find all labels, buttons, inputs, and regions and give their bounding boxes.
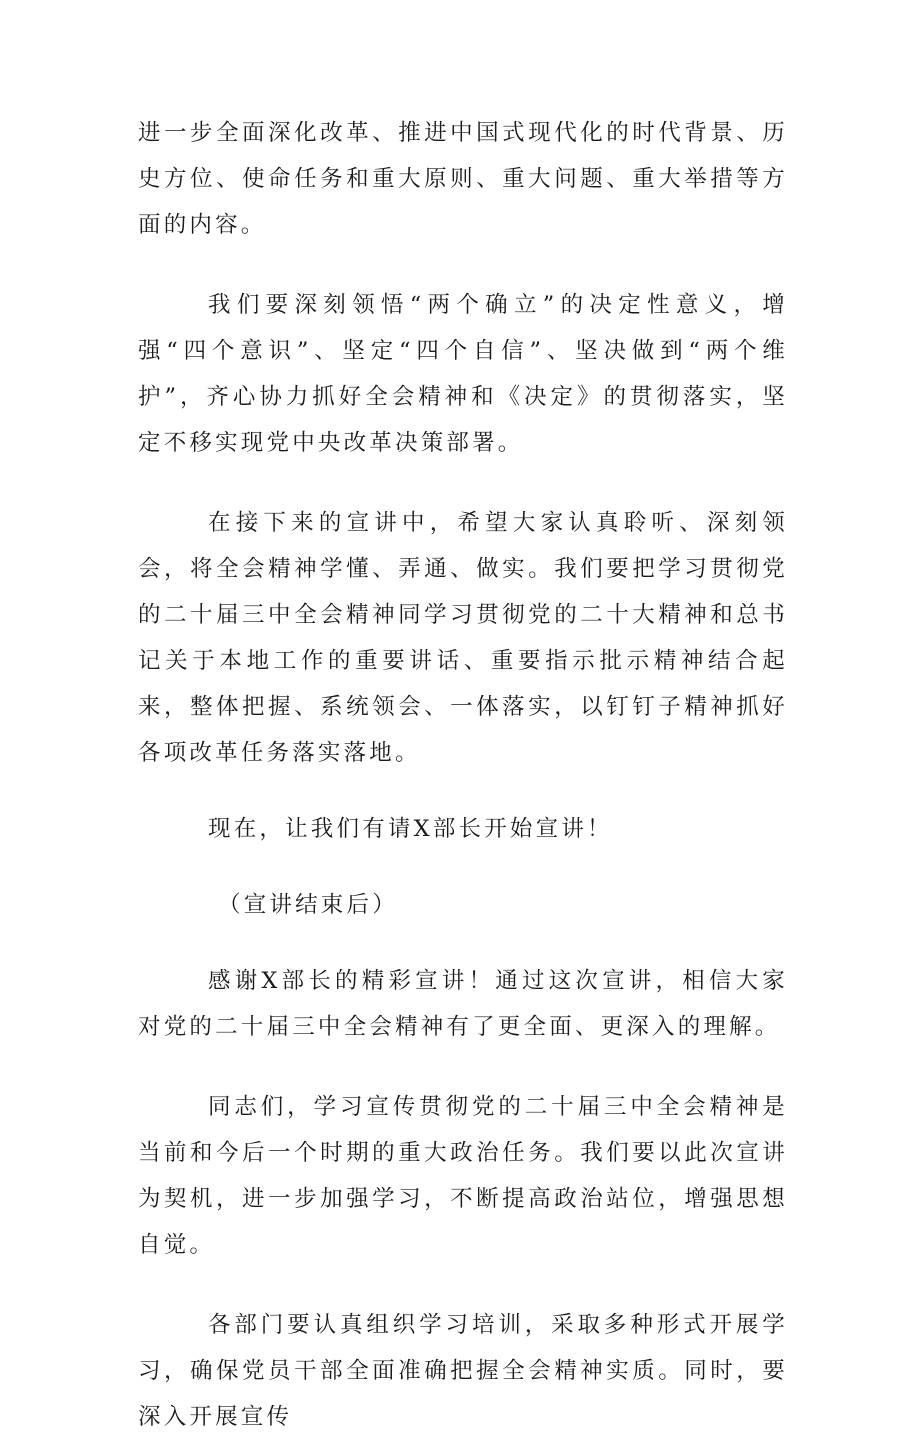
- paragraph-gap: [138, 248, 788, 282]
- document-body: [138, 110, 788, 1440]
- paragraph-upcoming-lecture: 在接下来的宣讲中，希望大家认真聆听、深刻领会，将全会精神学懂、弄通、做实。我们要把学习贯彻党的二十届三中全会精神同学习贯彻党的二十大精神和总书记关于本地工作的重要讲话、重要指示批示精神结合起来，整体把握、系统领会、一体落实，以钉钉子精神抓好各项改革任务落实落地。: [138, 510, 788, 766]
- paragraph-invite-speaker: 现在，让我们有请X部长开始宣讲！: [208, 816, 613, 842]
- paragraph-departments: 各部门要认真组织学习培训，采取多种形式开展学习，确保党员干部全面准确把握全会精神实质。同时，要深入开展宣传: [138, 1312, 788, 1430]
- paragraph-comrades: 同志们，学习宣传贯彻党的二十届三中全会精神是当前和今后一个时期的重大政治任务。我们要以此次宣讲为契机，进一步加强学习，不断提高政治站位，增强思想自觉。: [138, 1094, 788, 1258]
- paragraph-gap: [138, 1050, 788, 1084]
- paragraph-gap: [138, 1268, 788, 1302]
- paragraph-gap: [138, 776, 788, 806]
- paragraph-gap: [138, 466, 788, 500]
- paragraph-gap: [138, 928, 788, 958]
- paragraph-gap: [138, 852, 788, 882]
- paragraph-stage-note: （宣讲结束后）: [218, 892, 398, 918]
- paragraph-thanks-speaker: 感谢X部长的精彩宣讲！通过这次宣讲，相信大家对党的二十届三中全会精神有了更全面、更深入的理解。: [138, 968, 788, 1040]
- paragraph-continuation: 进一步全面深化改革、推进中国式现代化的时代背景、历史方位、使命任务和重大原则、重大问题、重大举措等方面的内容。: [138, 120, 788, 238]
- paragraph-two-establishments: 我们要深刻领悟“两个确立”的决定性意义，增强“四个意识”、坚定“四个自信”、坚决做到“两个维护”，齐心协力抓好全会精神和《决定》的贯彻落实，坚定不移实现党中央改革决策部署。: [138, 292, 788, 456]
